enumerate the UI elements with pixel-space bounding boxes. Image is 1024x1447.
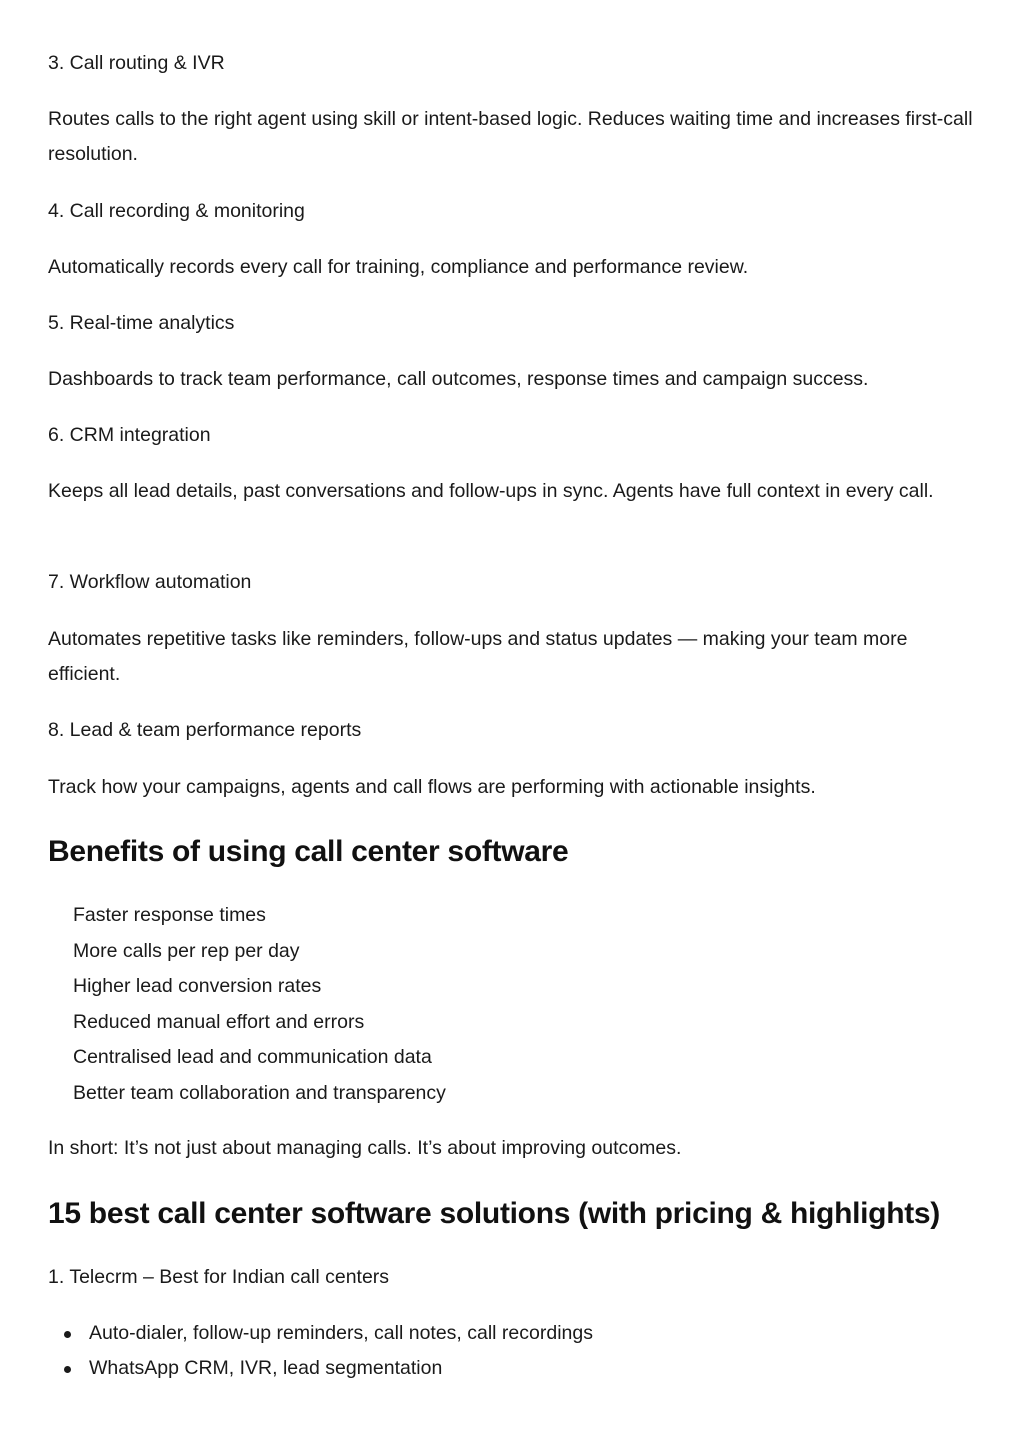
benefits-summary: In short: It’s not just about managing calls. It’s about improving outcomes. [48,1137,682,1159]
benefit-item: Reduced manual effort and errors [73,1010,365,1033]
benefit-item: More calls per rep per day [73,939,300,962]
solution-heading-telecrm: 1. Telecrm – Best for Indian call centers [48,1266,390,1288]
list-item [64,1316,593,1351]
feature-heading-crm-integration: 6. CRM integration [48,424,211,446]
feature-body-real-time-analytics: Dashboards to track team performance, call outcomes, response times and campaign success. [48,368,869,390]
solutions-heading: 15 best call center software solutions (with pricing & highlights) [48,1197,940,1230]
benefit-item: Centralised lead and communication data [73,1046,432,1068]
feature-body-call-routing: Routes calls to the right agent using skill or intent-based logic. Reduces waiting time and increases first-call resolution. [48,108,973,165]
feature-body-performance-reports: Track how your campaigns, agents and call flows are performing with actionable insights. [48,776,816,798]
list-item-text: Auto-dialer, follow-up reminders, call notes, call recordings [89,1322,593,1344]
benefit-item: Higher lead conversion rates [73,975,322,997]
feature-body-call-recording: Automatically records every call for training, compliance and performance review. [48,256,749,278]
feature-heading-performance-reports: 8. Lead & team performance reports [48,719,362,741]
benefits-heading: Benefits of using call center software [48,835,569,868]
benefits-list [73,898,446,1111]
feature-heading-workflow-automation: 7. Workflow automation [48,571,252,593]
list-item-text: WhatsApp CRM, IVR, lead segmentation [89,1357,443,1379]
benefit-item: Faster response times [73,904,266,926]
feature-body-crm-integration: Keeps all lead details, past conversations and follow-ups in sync. Agents have full context in every call. [48,480,934,502]
feature-heading-real-time-analytics: 5. Real-time analytics [48,312,235,334]
list-item [64,1351,593,1386]
telecrm-features-list [64,1316,593,1386]
benefit-item: Better team collaboration and transparency [73,1081,446,1104]
feature-body-workflow-automation: Automates repetitive tasks like reminders, follow-ups and status updates — making your team more efficient. [48,628,908,685]
bullet-icon [64,1331,71,1338]
feature-heading-call-recording: 4. Call recording & monitoring [48,200,305,222]
feature-heading-call-routing: 3. Call routing & IVR [48,52,225,74]
bullet-icon [64,1366,71,1373]
